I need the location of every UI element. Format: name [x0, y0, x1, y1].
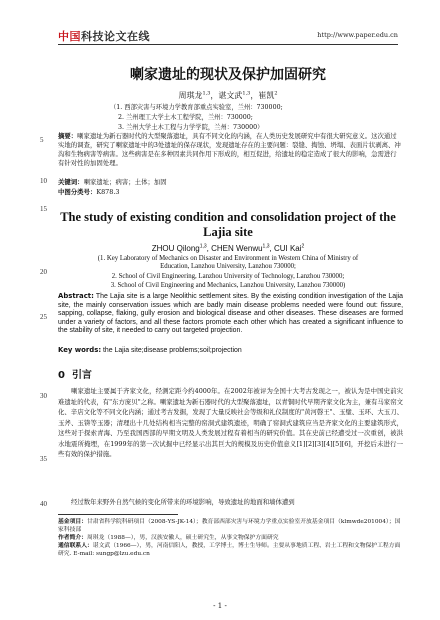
section-number: 0 — [58, 370, 65, 381]
section-heading — [58, 366, 92, 381]
footnote — [58, 518, 403, 558]
english-affiliation: 3. School of Civil Engineering and Mechanics, Lanzhou University, Lanzhou 730000) — [110, 282, 346, 289]
chinese-affiliation: 3. 兰州大学土木工程与力学学院，兰州：730000） — [118, 124, 264, 131]
chinese-title: 喇家遗址的现状及保护加固研究 — [130, 67, 326, 83]
section-title: 引言 — [71, 370, 92, 381]
english-authors: ZHOU Qilong$^{1,3}$, CHEN Wenwu$^{1,3}$, CUI Kai$^2$ — [151, 243, 305, 253]
keywords-label: Key words: — [58, 346, 102, 354]
class-value: K878.3 — [96, 188, 120, 196]
abstract-text: The Lajia site is a large Neolithic settlement sites. By the existing condition investigation of the Lajia site, the mainly conservation issues which are badly main disease problems needed were found out: fissure, sapping, collapse, flaking, gully erosion and biological disease and other diseases. These diseases are formed under a variety of factors, and all these factors promote each other which has created a significant influence to the stability of site, it needed to carry out targeted projection. — [58, 293, 403, 335]
english-keywords — [58, 346, 403, 354]
chinese-affiliation: 2. 兰州理工大学土木工程学院，兰州：730000; — [118, 114, 253, 121]
abstract-text: 喇家遗址为新石器时代的大型聚落遗址，具有不同文化的内涵，在人类历史发展研究中有很大研究意义。这次通过实地的调查，研究了喇家遗址中的3处遗址的保存现状，发现遗址存在的主要问题：裂缝、掏蚀、坍塌、表面片状剥离、冲沟和生物病害等病害。这些病害是在多种因素共同作用下形成的，相互促进，给遗址的稳定造成了很大的影响，急需进行有针对性的加固处理。 — [58, 132, 401, 167]
site-logo[interactable] — [58, 28, 150, 44]
line-number: 40 — [40, 500, 47, 508]
author-note: 作者简介：周琪龙（1988—），男，汉族安徽人，硕士研究生，从事文物保护方面研究 — [58, 535, 279, 541]
english-affiliation: Education, Lanzhou University, Lanzhou 730000; — [160, 263, 296, 270]
keywords-label: 关键词： — [58, 178, 84, 186]
logo-dark-text: 科技论文在线 — [81, 30, 150, 43]
contact-note: 通信联系人：谌文武（1966—），男，河南信阳人，教授，工学博士，博士生导师。主要从事地质工程、岩土工程和文物保护工程方面研究. E-mail: sungp@lzu.edu.cn — [58, 543, 401, 557]
keywords-text: 喇家遗址；病害；土体；加固 — [83, 178, 167, 186]
english-abstract — [58, 292, 403, 336]
chinese-abstract — [58, 132, 403, 168]
line-number: 10 — [40, 177, 47, 185]
chinese-affiliation: （1. 西部灾害与环境力学教育部重点实验室，兰州：730000; — [110, 104, 283, 111]
keywords-text: the Lajia site;disease problems;soil;projection — [103, 347, 242, 354]
line-number: 35 — [40, 455, 47, 463]
english-affiliation: 2. School of Civil Engineering, Lanzhou University of Technology, Lanzhou 730000; — [111, 273, 345, 280]
intro-paragraph: 喇家遗址主要属于齐家文化，经测定距今约4000年。在2002年被评为全国十大考古发现之一，被认为是中国史前灾难遗址的代表，有"东方庞贝"之称。喇家遗址为新石器时代的大型聚落遗址，以青铜时代早期齐家文化为主，兼有马家窑文化、辛店文化等不同文化内涵；通过考古发掘，发现了大量反映社会等级和礼仪制度的"黄河磬王"、玉璧、玉环、大玉刀、玉斧、玉锛等玉器；清理出十几处结构相当完整的窑洞式建筑遗迹，明确了窑洞式建筑应当是齐家文化的主要建筑形式，这些对于探索青海、乃至我国西部的早期文明及人类发展过程有着相当的研究价值。其在史前已经遭受过一次重创，被洪水地震所掩埋，在1999年的第一次试掘中已经显示出其巨大的规模及历史价值意义[1][2][3][4][5][6]，开挖后未进行一些有效的保护措施。 — [58, 387, 403, 458]
line-number: 5 — [40, 136, 44, 144]
header-divider — [58, 44, 398, 45]
footnote-divider — [58, 514, 178, 515]
header-url[interactable]: http://www.paper.edu.cn — [317, 31, 398, 39]
chinese-keywords — [58, 178, 403, 187]
abstract-label: Abstract: — [58, 292, 94, 300]
class-label: 中图分类号： — [58, 188, 97, 196]
fund-note: 基金项目：甘肃省科学院科研项目（2008-YS-JK-14）；教育部西部灾害与环境力学重点实验室开放基金项目（klmwde201004）；国家科技部 — [58, 519, 401, 533]
english-affiliation: (1. Key Laboratory of Mechanics on Disaster and Environment in Western China of Ministry of — [97, 255, 359, 262]
logo-red-text: 中国 — [58, 30, 81, 43]
line-number: 15 — [40, 205, 47, 213]
line-number: 20 — [40, 268, 47, 276]
page-number: - 1 - — [213, 602, 227, 610]
page-header — [58, 28, 398, 44]
intro-paragraph-continued: 经过数年来野外自然气候的变化所带来的环境影响，导致遗址的地面和墙体遭到 — [71, 498, 295, 506]
abstract-label: 摘要： — [58, 132, 78, 140]
classification-number — [58, 188, 403, 197]
line-number: 30 — [40, 392, 47, 400]
english-title: The study of existing condition and consolidation project of the Lajia site — [60, 210, 396, 239]
line-number: 25 — [40, 313, 47, 321]
chinese-authors: 周琪龙$^{1,3}$，谌文武$^{1,3}$，崔凯$^2$ — [178, 90, 278, 100]
